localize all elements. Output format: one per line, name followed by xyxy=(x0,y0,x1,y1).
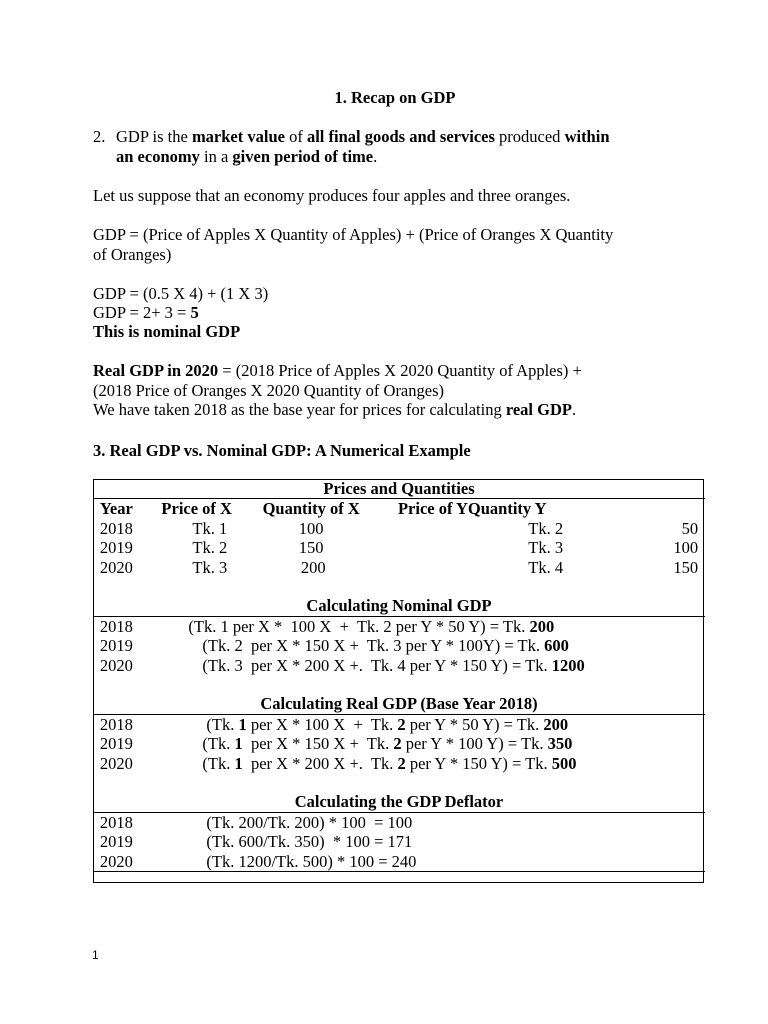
cell-quantity-y: 50 xyxy=(681,518,699,538)
section-title-row xyxy=(93,479,705,499)
cell-year: 2018 xyxy=(99,518,133,538)
section-title-real: Calculating Real GDP (Base Year 2018) xyxy=(260,694,538,714)
calc-line-2 xyxy=(93,303,199,322)
table-row xyxy=(93,519,705,538)
spacer-row xyxy=(93,577,705,596)
table-row xyxy=(93,714,705,734)
cell-year: 2018 xyxy=(100,714,150,734)
cell-price-y: Tk. 3 xyxy=(528,538,564,558)
real-gdp-line-1 xyxy=(93,361,582,380)
cell-year: 2018 xyxy=(100,616,150,636)
cell-deflator-expr: (Tk. 200/Tk. 200) * 100 = 100 xyxy=(149,812,705,832)
table-row xyxy=(93,852,705,872)
definition-number: 2. xyxy=(93,127,106,146)
cell-deflator-expr: (Tk. 600/Tk. 350) * 100 = 171 xyxy=(206,832,413,852)
text-run: in a xyxy=(199,147,233,166)
section-title-row xyxy=(93,596,705,616)
formula-line-2: of Oranges) xyxy=(93,245,172,264)
table-row xyxy=(93,832,705,851)
text-run: GDP = 2+ 3 = xyxy=(93,303,191,322)
cell-quantity-x: 100 xyxy=(298,518,324,538)
text-run: (Tk. xyxy=(202,734,235,754)
text-run: per Y * 150 Y) = Tk. xyxy=(405,753,552,773)
cell-year: 2019 xyxy=(99,832,133,852)
spacer-row xyxy=(93,773,705,792)
cell-quantity-x: 200 xyxy=(296,557,326,577)
cell-real-expr xyxy=(149,754,705,773)
col-header-year: Year xyxy=(100,499,150,519)
real-gdp-line-2: (2018 Price of Oranges X 2020 Quantity of Oranges) xyxy=(93,381,444,400)
calc-line-1: GDP = (0.5 X 4) + (1 X 3) xyxy=(93,284,269,303)
text-run: per X * 100 X + Tk. xyxy=(246,714,398,734)
heading-numerical-example: 3. Real GDP vs. Nominal GDP: A Numerical Example xyxy=(93,441,471,460)
text-run: . xyxy=(373,147,378,166)
table-row xyxy=(93,636,705,655)
cell-year: 2019 xyxy=(99,636,133,656)
definition-line-1 xyxy=(116,127,610,146)
page-number: 1 xyxy=(92,948,99,962)
cell-price-x: Tk. 3 xyxy=(192,557,228,577)
text-run: GDP is the xyxy=(116,127,192,146)
base-price: 2 xyxy=(393,734,402,754)
real-gdp-line-3 xyxy=(93,400,576,419)
table-row xyxy=(93,558,705,577)
cell-price-y: Tk. 4 xyxy=(528,557,564,577)
cell-nominal-value: 1200 xyxy=(551,655,585,675)
text-run: per X * 200 X +. Tk. xyxy=(242,753,398,773)
cell-real-expr xyxy=(149,734,705,753)
cell-year: 2020 xyxy=(99,851,133,871)
base-price: 2 xyxy=(397,753,406,773)
col-header-price-x: Price of X xyxy=(149,499,244,519)
cell-year: 2020 xyxy=(99,753,133,773)
text-run: We have taken 2018 as the base year for prices for calculating xyxy=(93,400,506,419)
cell-nominal-expr xyxy=(149,616,705,636)
table-row xyxy=(93,812,705,832)
cell-real-value: 350 xyxy=(547,734,573,754)
cell-nominal-value: 200 xyxy=(529,616,555,636)
table-empty-row xyxy=(93,872,705,891)
section-title-prices: Prices and Quantities xyxy=(323,479,475,498)
section-title-row xyxy=(93,792,705,812)
text-run: (Tk. 3 per X * 200 X +. Tk. 4 per Y * 150 Y) = Tk. xyxy=(202,655,552,675)
text-run: (Tk. xyxy=(202,753,235,773)
cell-year: 2019 xyxy=(99,538,133,558)
gdp-table xyxy=(93,479,705,890)
cell-real-value: 500 xyxy=(551,753,577,773)
table-header-row xyxy=(93,499,705,519)
cell-quantity-y: 150 xyxy=(673,557,699,577)
table-row xyxy=(93,616,705,636)
cell-nominal-value: 600 xyxy=(544,636,569,656)
text-run: (Tk. 2 per X * 150 X + Tk. 3 per Y * 100Y) = Tk. xyxy=(202,636,545,656)
text-run: per Y * 50 Y) = Tk. xyxy=(405,714,544,734)
col-header-price-y: Price of Y xyxy=(378,499,468,519)
calc-result: 5 xyxy=(190,303,199,322)
bold-run: all final goods and services xyxy=(306,127,495,146)
cell-year: 2020 xyxy=(99,557,133,577)
spacer-row xyxy=(93,675,705,694)
text-run: (Tk. 1 per X * 100 X + Tk. 2 per Y * 50 Y) = Tk. xyxy=(188,616,530,636)
table-row xyxy=(93,734,705,753)
bold-run: an economy xyxy=(116,147,200,166)
col-header-quantity-y: Quantity Y xyxy=(468,499,597,519)
cell-year: 2018 xyxy=(100,812,150,832)
text-run: per Y * 100 Y) = Tk. xyxy=(401,734,548,754)
cell-price-y: Tk. 2 xyxy=(528,518,564,538)
cell-price-x: Tk. 2 xyxy=(192,538,228,558)
cell-deflator-expr: (Tk. 1200/Tk. 500) * 100 = 240 xyxy=(206,851,417,871)
suppose-paragraph: Let us suppose that an economy produces four apples and three oranges. xyxy=(93,186,571,205)
bold-run: within xyxy=(564,127,610,146)
nominal-note: This is nominal GDP xyxy=(93,322,241,341)
bold-run: given period of time xyxy=(232,147,374,166)
cell-real-expr xyxy=(149,714,705,734)
cell-quantity-x: 150 xyxy=(298,538,324,558)
definition-line-2 xyxy=(116,147,377,166)
col-header-quantity-x: Quantity of X xyxy=(244,499,378,519)
cell-year: 2020 xyxy=(99,655,133,675)
base-price: 1 xyxy=(238,714,247,734)
section-title-deflator: Calculating the GDP Deflator xyxy=(294,792,504,812)
cell-price-x: Tk. 1 xyxy=(192,518,228,538)
cell-real-value: 200 xyxy=(543,714,569,734)
text-run: . xyxy=(571,400,577,419)
section-title-nominal: Calculating Nominal GDP xyxy=(306,596,492,616)
text-run: of xyxy=(284,127,307,146)
cell-nominal-expr xyxy=(149,636,705,655)
bold-run: real GDP xyxy=(505,400,572,419)
text-run: produced xyxy=(494,127,565,146)
heading-recap: 1. Recap on GDP xyxy=(334,88,456,107)
base-price: 1 xyxy=(234,734,243,754)
section-title-row xyxy=(93,694,705,714)
base-price: 1 xyxy=(234,753,243,773)
cell-nominal-expr xyxy=(149,656,705,675)
cell-quantity-y: 100 xyxy=(673,538,699,558)
formula-line-1: GDP = (Price of Apples X Quantity of Apples) + (Price of Oranges X Quantity xyxy=(93,225,614,244)
base-price: 2 xyxy=(397,714,406,734)
real-gdp-label: Real GDP in 2020 xyxy=(93,361,219,380)
text-run: per X * 150 X + Tk. xyxy=(242,734,394,754)
text-run: = (2018 Price of Apples X 2020 Quantity of Apples) + xyxy=(218,361,582,380)
table-row xyxy=(93,538,705,557)
cell-year: 2019 xyxy=(99,734,133,754)
table-row xyxy=(93,656,705,675)
table-row xyxy=(93,754,705,773)
bold-run: market value xyxy=(191,127,285,146)
text-run: (Tk. xyxy=(206,714,239,734)
